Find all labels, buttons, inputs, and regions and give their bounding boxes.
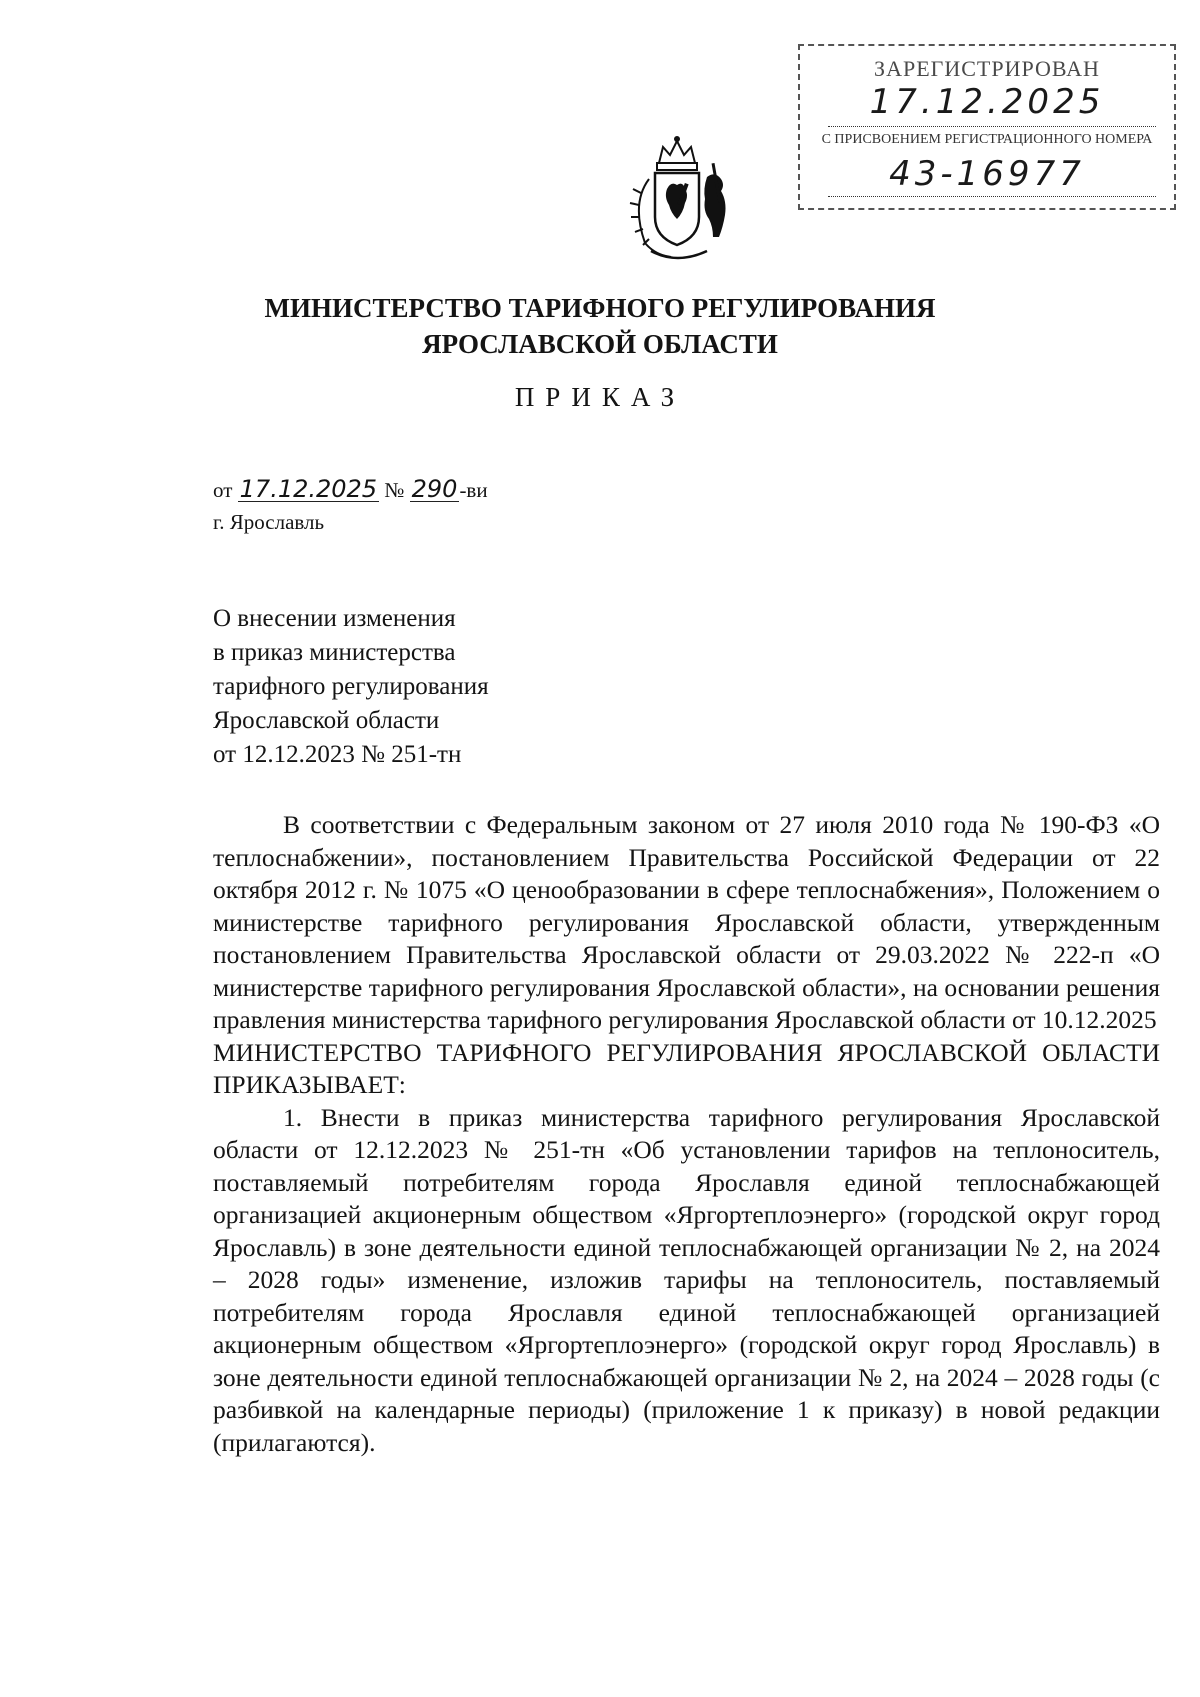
- order-number-suffix: -ви: [459, 478, 488, 502]
- coat-of-arms-icon: [611, 133, 743, 265]
- order-date: 17.12.2025: [239, 475, 378, 503]
- subject-line: тарифного регулирования: [213, 673, 489, 700]
- subject-line: Ярославской области: [213, 707, 440, 734]
- stamp-title: ЗАРЕГИСТРИРОВАН: [874, 56, 1100, 81]
- stamp-divider: [828, 126, 1156, 127]
- order-from-prefix: от: [213, 478, 233, 502]
- resolution-paragraph: МИНИСТЕРСТВО ТАРИФНОГО РЕГУЛИРОВАНИЯ ЯРОСЛАВСКОЙ ОБЛАСТИ ПРИКАЗЫВАЕТ:: [213, 1037, 1160, 1099]
- order-number-sign: №: [384, 478, 405, 502]
- subject-line: от 12.12.2023 № 251-тн: [213, 741, 462, 768]
- item-1-paragraph: 1. Внести в приказ министерства тарифного регулирования Ярославской области от 12.12.2023 № 251-тн «Об установлении тарифов на теплоноситель, поставляемый потребителям города Ярославля единой теплоснабжающей организацией акционерным обществом «Яргортеплоэнерго» (городской округ город Ярославль) в зоне деятельности единой теплоснабжающей организации № 2, на 2024 – 2028 годы» изменение, изложив тарифы на теплоноситель, поставляемый потребителям города Ярославля единой теплоснабжающей организацией акционерным обществом «Яргортеплоэнерго» (городской округ город Ярославль) в зоне деятельности единой теплоснабжающей организации № 2, на 2024 – 2028 годы (с разбивкой на календарные периоды) (приложение 1 к приказу) в новой редакции (прилагаются).: [213, 1102, 1160, 1457]
- stamp-registration-date: 17.12.2025: [869, 82, 1105, 122]
- ministry-name-line2: ЯРОСЛАВСКОЙ ОБЛАСТИ: [422, 329, 778, 359]
- document-type-title: ПРИКАЗ: [514, 382, 686, 412]
- stamp-registration-number: 43-16977: [889, 154, 1085, 194]
- order-number: 290: [411, 475, 458, 503]
- preamble-paragraph: В соответствии с Федеральным законом от 27 июля 2010 года № 190-ФЗ «О теплоснабжении», постановлением Правительства Российской Федерации от 22 октября 2012 г. № 1075 «О ценообразовании в сфере теплоснабжения», Положением о министерстве тарифного регулирования Ярославской области, утвержденным постановлением Правительства Ярославской области от 29.03.2022 № 222-п «О министерстве тарифного регулирования Ярославской области», на основании решения правления министерства тарифного регулирования Ярославской области от 10.12.2025: [213, 810, 1160, 1034]
- ministry-name: [0, 290, 1200, 362]
- order-date-number-line: [213, 477, 488, 503]
- stamp-divider: [828, 196, 1156, 197]
- order-city: г. Ярославль: [213, 510, 325, 534]
- stamp-subtitle: С ПРИСВОЕНИЕМ РЕГИСТРАЦИОННОГО НОМЕРА: [821, 132, 1153, 147]
- ministry-name-line1: МИНИСТЕРСТВО ТАРИФНОГО РЕГУЛИРОВАНИЯ: [264, 293, 936, 323]
- order-body: [213, 809, 1160, 1459]
- order-subject: [213, 602, 489, 772]
- registration-stamp: [798, 44, 1176, 210]
- subject-line: О внесении изменения: [213, 605, 456, 632]
- subject-line: в приказ министерства: [213, 639, 456, 666]
